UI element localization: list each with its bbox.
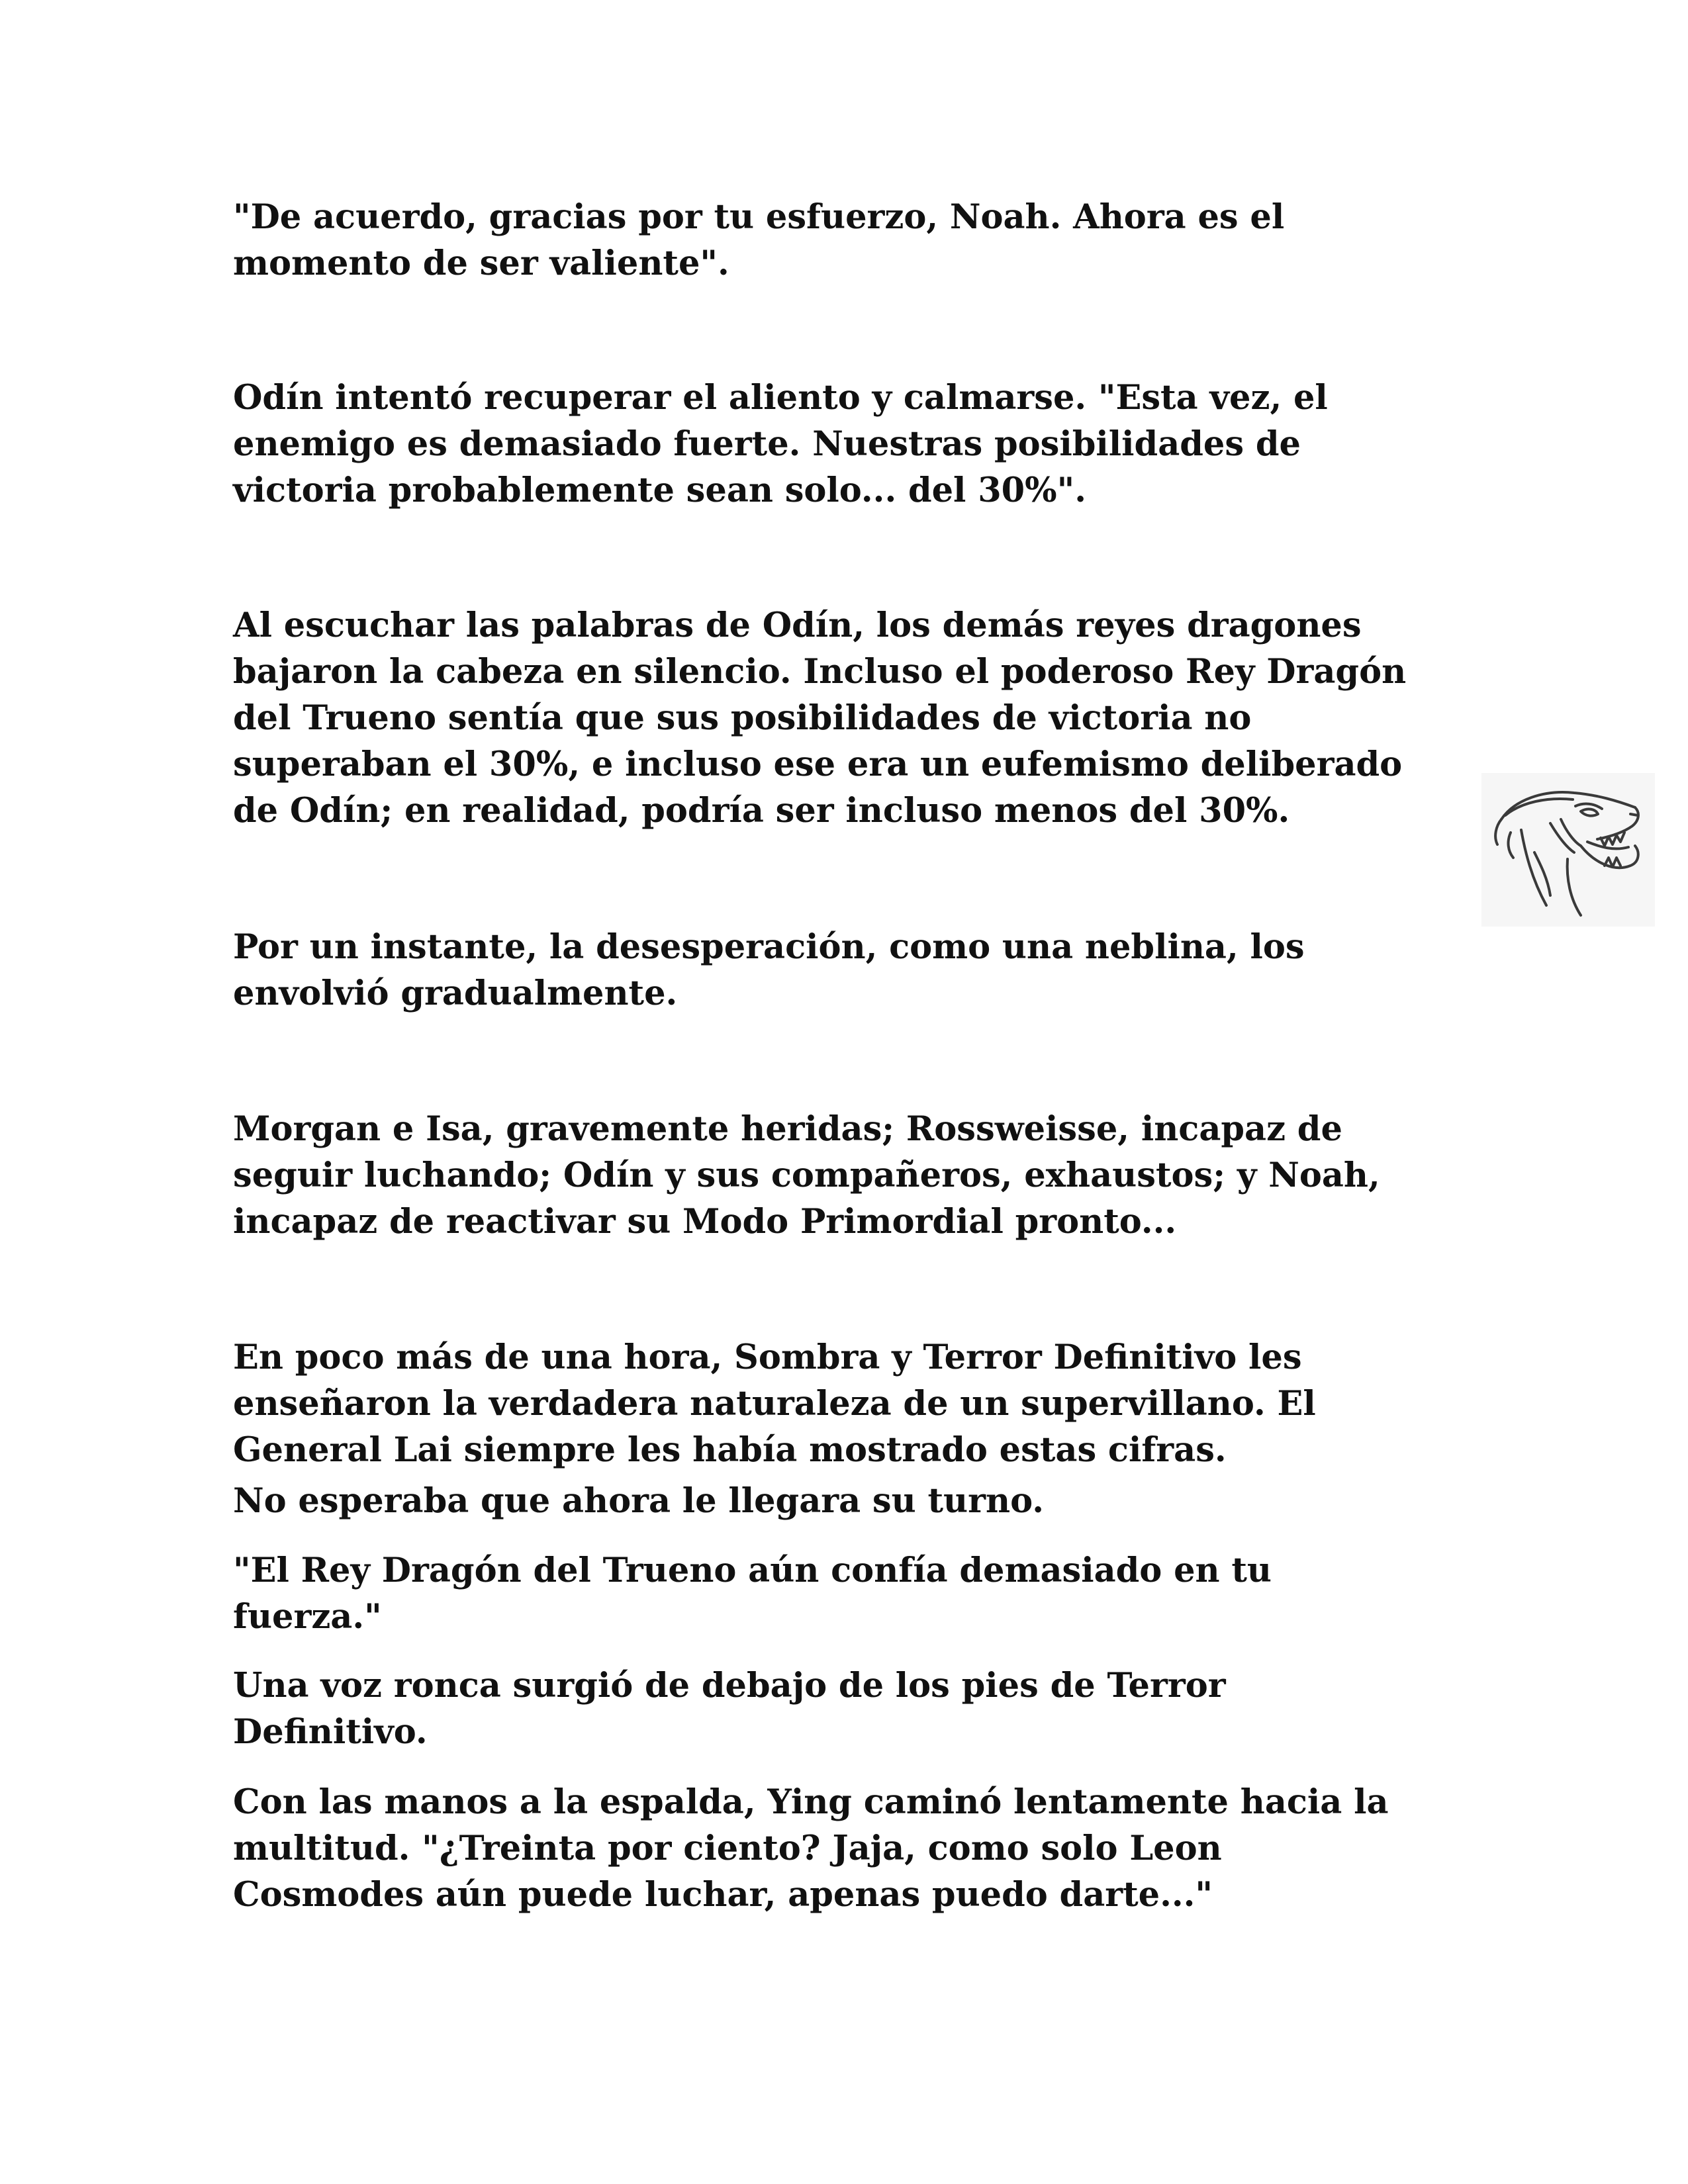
- text-line: En poco más de una hora, Sombra y Terror Definitivo les: [233, 1338, 1302, 1377]
- text-line: "De acuerdo, gracias por tu esfuerzo, Noah. Ahora es el: [233, 197, 1285, 237]
- paragraph: [233, 375, 1328, 514]
- paragraph: [233, 1478, 1044, 1524]
- paragraph: [233, 194, 1284, 287]
- text-line: Con las manos a la espalda, Ying caminó lentamente hacia la: [233, 1782, 1389, 1822]
- text-line: seguir luchando; Odín y sus compañeros, exhaustos; y Noah,: [233, 1156, 1380, 1195]
- paragraph: [233, 924, 1305, 1017]
- text-line: superaban el 30%, e incluso ese era un eufemismo deliberado: [233, 745, 1403, 784]
- text-line: enseñaron la verdadera naturaleza de un supervillano. El: [233, 1384, 1316, 1424]
- text-line: momento de ser valiente".: [233, 244, 729, 283]
- text-line: Odín intentó recuperar el aliento y calmarse. "Esta vez, el: [233, 378, 1328, 418]
- text-line: Al escuchar las palabras de Odín, los demás reyes dragones: [233, 606, 1362, 645]
- paragraph: [233, 1334, 1316, 1473]
- paragraph: [233, 1779, 1389, 1918]
- text-line: del Trueno sentía que sus posibilidades de victoria no: [233, 698, 1252, 738]
- text-line: victoria probablemente sean solo... del 30%".: [233, 471, 1086, 510]
- text-line: multitud. "¿Treinta por ciento? Jaja, como solo Leon: [233, 1829, 1222, 1868]
- text-line: fuerza.": [233, 1597, 382, 1637]
- text-line: No esperaba que ahora le llegara su turno.: [233, 1481, 1044, 1521]
- text-line: Cosmodes aún puede luchar, apenas puedo darte...": [233, 1875, 1213, 1915]
- paragraph: [233, 1106, 1380, 1245]
- text-line: incapaz de reactivar su Modo Primordial pronto...: [233, 1202, 1177, 1242]
- paragraph: [233, 1662, 1226, 1755]
- text-line: Morgan e Isa, gravemente heridas; Rossweisse, incapaz de: [233, 1109, 1342, 1149]
- paragraph: [233, 1547, 1272, 1640]
- text-line: enemigo es demasiado fuerte. Nuestras posibilidades de: [233, 424, 1301, 464]
- text-line: Una voz ronca surgió de debajo de los pies de Terror: [233, 1666, 1226, 1706]
- text-line: General Lai siempre les había mostrado estas cifras.: [233, 1430, 1227, 1470]
- paragraph: [233, 602, 1406, 834]
- text-line: Por un instante, la desesperación, como una neblina, los: [233, 927, 1305, 967]
- text-line: de Odín; en realidad, podría ser incluso menos del 30%.: [233, 791, 1290, 831]
- text-line: Definitivo.: [233, 1712, 428, 1752]
- dinosaur-head-sketch-icon: [1481, 773, 1655, 927]
- text-line: "El Rey Dragón del Trueno aún confía demasiado en tu: [233, 1551, 1272, 1590]
- text-line: envolvió gradualmente.: [233, 974, 678, 1013]
- text-line: bajaron la cabeza en silencio. Incluso el poderoso Rey Dragón: [233, 652, 1407, 692]
